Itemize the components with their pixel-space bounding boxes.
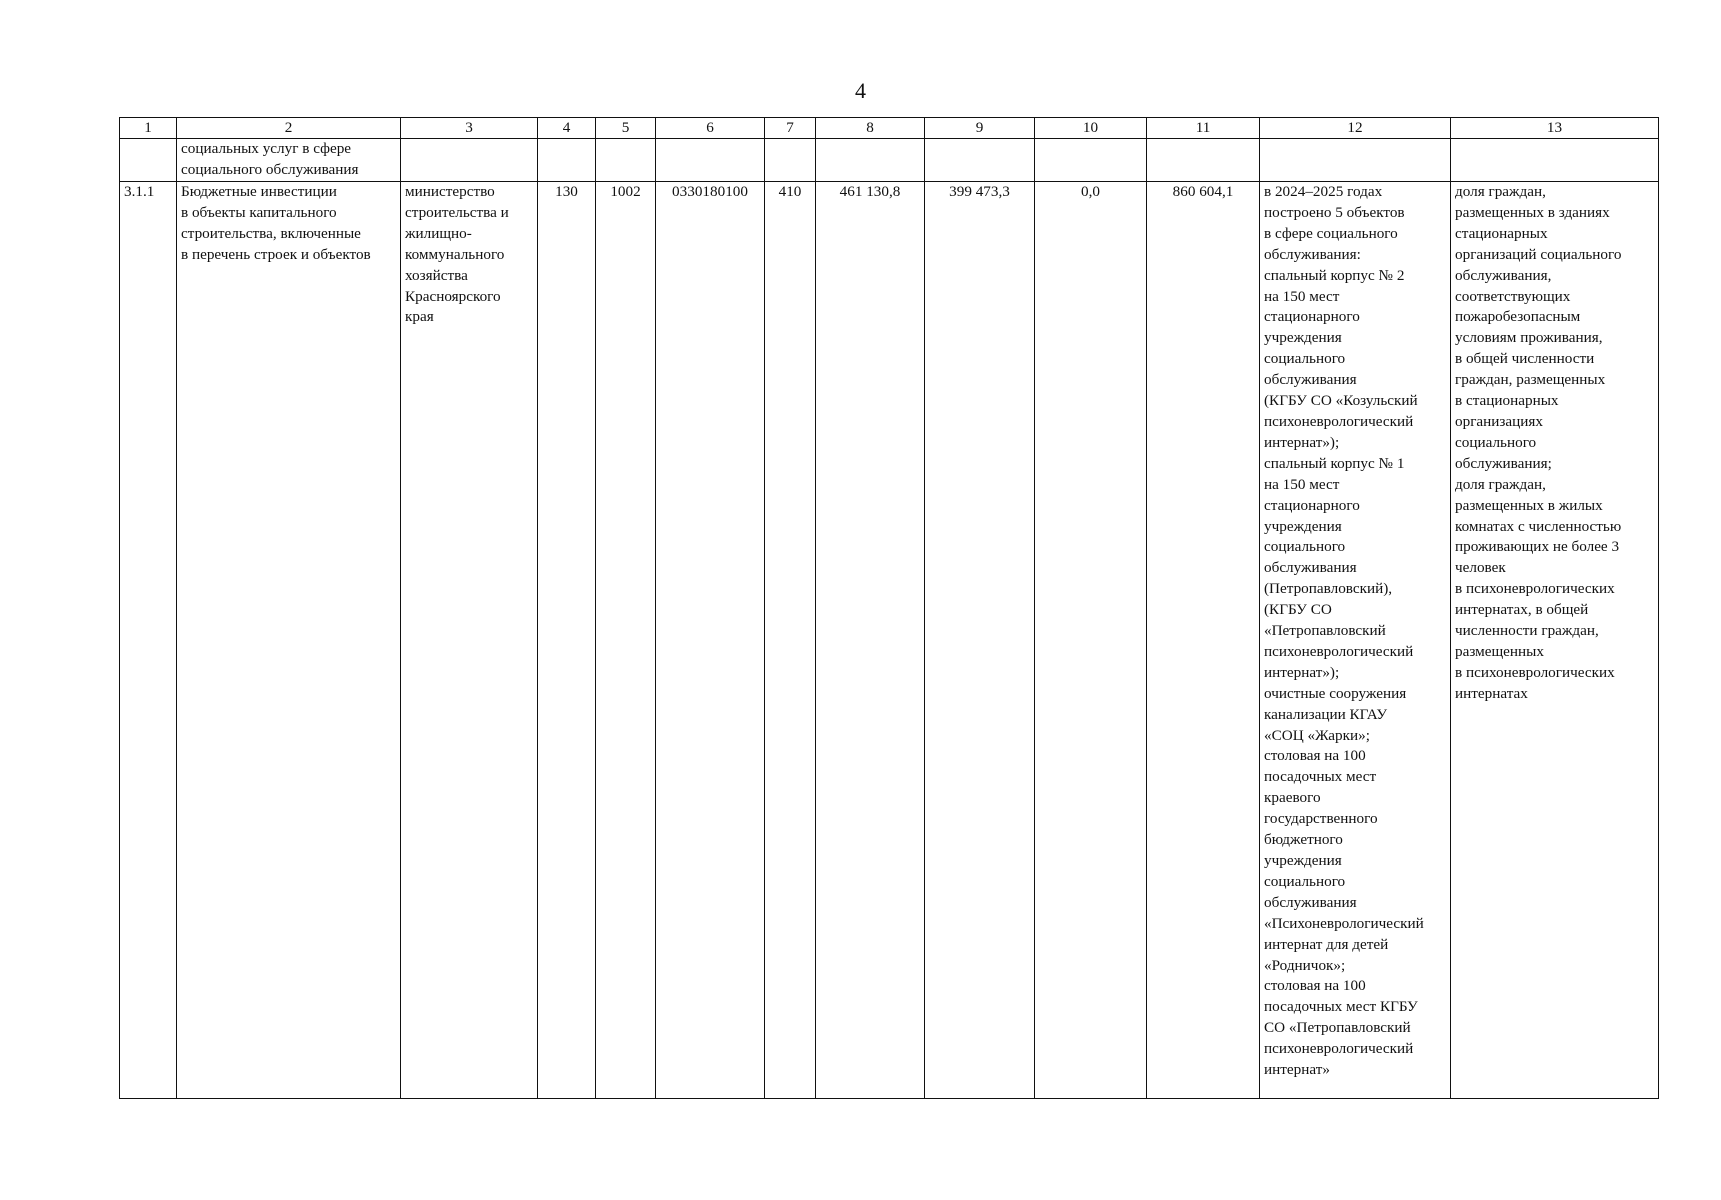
grbs-code: 130: [538, 182, 596, 1099]
item-number: 3.1.1: [120, 182, 177, 1099]
table-row: [120, 182, 1659, 1099]
column-number-6: 6: [656, 118, 765, 139]
indicator-description: доля граждан, размещенных в зданиях стационарных организаций социального обслуживания, соответствующих пожаробезопасным условиям проживания, в общей численности граждан, размещенных в стационарных организациях социального обслуживания; доля граждан, размещенных в жилых комнатах с численностью проживающих не более 3 человек в психоневрологических интернатах, в общей численности граждан, размещенных в психоневрологических интернатах: [1455, 183, 1622, 702]
column-number-1: 1: [120, 118, 177, 139]
column-number-12: 12: [1260, 118, 1451, 139]
column-number-10: 10: [1035, 118, 1147, 139]
cell-empty: [1035, 139, 1147, 182]
column-number-8: 8: [816, 118, 925, 139]
column-number-row: [120, 118, 1659, 139]
cell-empty: [1260, 139, 1451, 182]
column-number-4: 4: [538, 118, 596, 139]
amount-col8: 461 130,8: [816, 182, 925, 1099]
cell-empty: [925, 139, 1035, 182]
amount-col10: 0,0: [1035, 182, 1147, 1099]
item-name-cell: [177, 182, 401, 1099]
amount-col9: 399 473,3: [925, 182, 1035, 1099]
program-table: [119, 117, 1659, 1099]
responsible-executor-cell: [401, 182, 538, 1099]
expense-type-code: 410: [765, 182, 816, 1099]
column-number-7: 7: [765, 118, 816, 139]
cell-empty: [765, 139, 816, 182]
amount-total: 860 604,1: [1147, 182, 1260, 1099]
column-number-9: 9: [925, 118, 1035, 139]
cell-empty: [1147, 139, 1260, 182]
cell-empty: [401, 139, 538, 182]
cell-empty: [596, 139, 656, 182]
continuation-name-cell: [177, 139, 401, 182]
responsible-executor: министерство строительства и жилищно- коммунального хозяйства Красноярского края: [405, 183, 509, 326]
target-article-code: 0330180100: [656, 182, 765, 1099]
indicator-cell: [1451, 182, 1659, 1099]
expected-result: в 2024–2025 годах построено 5 объектов в сфере социального обслуживания: спальный корпус № 2 на 150 мест стационарного учреждения социального обслуживания (КГБУ СО «Козульский психоневрологический интернат»); спальный корпус № 1 на 150 мест стационарного учреждения социального обслуживания (Петропавловский), (КГБУ СО «Петропавловский психоневрологический интернат»); очистные сооружения канализации КГАУ «СОЦ «Жарки»; столовая на 100 посадочных мест краевого государственного бюджетного учреждения социального обслуживания «Психоневрологический интернат для детей «Родничок»; столовая на 100 посадочных мест КГБУ СО «Петропавловский психоневрологический интернат»: [1264, 183, 1424, 1079]
column-number-5: 5: [596, 118, 656, 139]
cell-empty: [1451, 139, 1659, 182]
column-number-2: 2: [177, 118, 401, 139]
cell-empty: [120, 139, 177, 182]
expected-result-cell: [1260, 182, 1451, 1099]
column-number-11: 11: [1147, 118, 1260, 139]
page-number: 4: [855, 78, 866, 103]
cell-empty: [656, 139, 765, 182]
continuation-row: [120, 139, 1659, 182]
column-number-13: 13: [1451, 118, 1659, 139]
continuation-name: социальных услуг в сфере социального обслуживания: [181, 140, 359, 178]
section-code: 1002: [596, 182, 656, 1099]
column-number-3: 3: [401, 118, 538, 139]
cell-empty: [538, 139, 596, 182]
cell-empty: [816, 139, 925, 182]
item-name: Бюджетные инвестиции в объекты капитального строительства, включенные в перечень строек и объектов: [181, 183, 371, 263]
